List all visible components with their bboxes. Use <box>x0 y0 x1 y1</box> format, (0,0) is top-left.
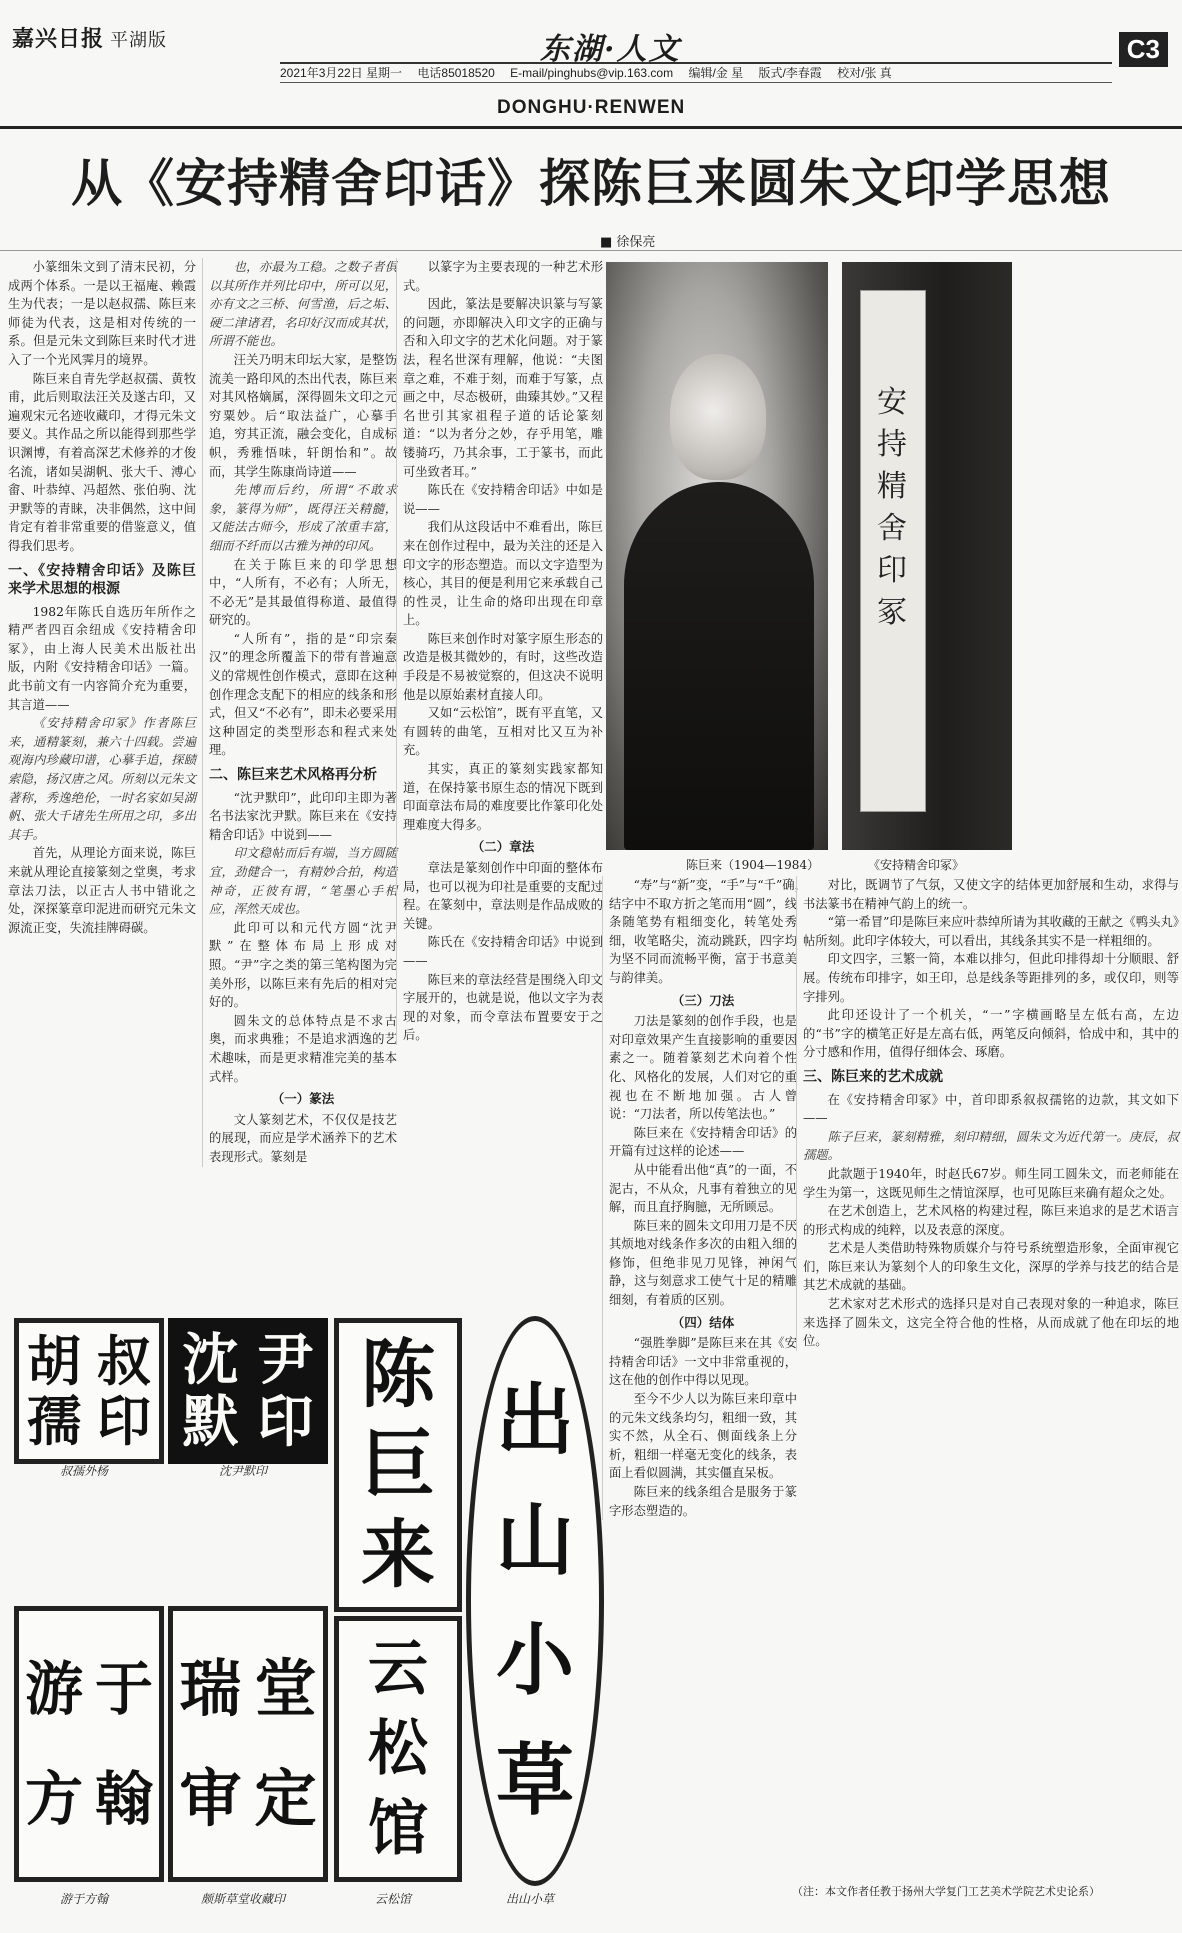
seal-glyph: 定 <box>254 1762 317 1835</box>
seal-glyph: 于 <box>94 1655 153 1723</box>
seal-impression-2 <box>168 1318 328 1464</box>
subheading-zhuanfa: （一）篆法 <box>271 1091 335 1107</box>
paragraph: 对比，既调节了气氛，又使文字的结体更加舒展和生动，求得与书法篆书在精神气韵上的统一。 <box>803 878 1179 911</box>
portrait-body <box>624 482 814 850</box>
portrait-head <box>670 354 766 480</box>
paper-name-text: 嘉兴日报 <box>12 26 105 52</box>
seal-caption-1: 叔孺外杨 <box>59 1464 108 1478</box>
paragraph: 在《安持精舍印冢》中，首印即系叙叔孺铭的边款，其文如下—— <box>803 1092 1179 1126</box>
paragraph: 陈氏在《安持精舍印话》中说到—— <box>403 935 603 968</box>
paragraph: 圆朱文的总体特点是不求古奥，而求典雅；不是追求洒逸的艺术趣味，而是更求精准完美的基本式样。 <box>209 1013 397 1084</box>
paragraph: 至今不少人以为陈巨来印章中的元朱文线条均匀，粗细一致，其实不然，从全石、侧面线条上分析，粗细一样毫无变化的线条，表面上看似圆满，其实僵直呆板。 <box>609 1392 797 1481</box>
headline-top-rule <box>0 126 1182 129</box>
book-cover-image <box>842 262 1012 850</box>
paragraph: 我们从这段话中不难看出，陈巨来在创作过程中，最为关注的还是入印文字的形态塑造。而以文字造型为核心，其目的便是利用它来承载自己的性灵，让生命的烙印出现在印章上。 <box>403 520 603 628</box>
paragraph: 在关于陈巨来的印学思想中，“人所有，不必有；人所无，不必无”是其最值得称道、最值得研究的。 <box>209 557 397 628</box>
seal-glyph: 云 <box>368 1634 428 1704</box>
seal-glyph: 松 <box>368 1714 428 1784</box>
seal-impression-7 <box>334 1616 462 1882</box>
seal-impression-6 <box>168 1606 328 1882</box>
masthead-rule-lower <box>280 82 1112 83</box>
text-column-5 <box>796 876 1179 1351</box>
paragraph: “强胜拳脚”是陈巨来在其《安持精舍印话》一文中非常重视的，这在他的创作中得以见现。 <box>609 1336 797 1388</box>
seal-glyph: 草 <box>495 1735 574 1826</box>
paragraph: 以篆字为主要表现的一种艺术形式。 <box>403 260 603 293</box>
paragraph: 陈氏在《安持精舍印话》中如是说—— <box>403 483 603 516</box>
seal-caption-7: 云松馆 <box>374 1892 411 1906</box>
subheading-jieti: （四）结体 <box>671 1314 735 1330</box>
paragraph: 此印还设计了一个机关，“一”字横画略呈左低右高，左边的“书”字的横笔正好是左高右低，两笔反向倾斜，恰成中和，其中的分寸感和作用，值得仔细体会、琢磨。 <box>803 1008 1179 1060</box>
paragraph: 陈巨来自青先学赵叔孺、黄牧甫，此后则取法汪关及遂古印，又遍观宋元名迹收藏印，才得元朱文要义。其作品之所以能得到那些学识渊博，有着高深艺术修养的才俊名流，诸如吴湖帆、张大千、溥心畬、叶恭绰、冯超然、张伯驹、沈尹默等的青睐，决非偶然，这中间肯定有着非常重要的借鉴意义，值得我们思考。 <box>8 371 196 553</box>
seal-glyph: 审 <box>179 1762 242 1835</box>
paragraph: 汪关乃明末印坛大家，是整饬流美一路印风的杰出代表，陈巨来对其风格嫡属，深得圆朱文印之元穷粟妙。后“取法益广，心摹手追，穷其正流，融会变化，自成标帜，秀雅悟味，轩朗怡和”。故而，其学生陈康尚诗道—— <box>209 352 397 479</box>
paragraph: 陈巨来的章法经营是围绕入印文字展开的，也就是说，他以文字为表现的对象，而令章法布置要安于之后。 <box>403 972 603 1043</box>
seal-glyph: 堂 <box>254 1652 317 1725</box>
seal-glyph: 叔 <box>97 1329 151 1393</box>
quote-paragraph: 陈子巨来，篆刻精雅，刻印精细，圆朱文为近代第一。庚辰，叔孺题。 <box>803 1129 1179 1163</box>
seal-glyph: 来 <box>361 1512 435 1598</box>
paragraph: 此款题于1940年，时赵氏67岁。师生同工圆朱文，而老师能在学生为第一，这既见师生之情谊深厚，也可见陈巨来确有超众之处。 <box>803 1166 1179 1200</box>
text-column-1 <box>8 258 196 937</box>
seal-glyph: 尹 <box>257 1327 314 1393</box>
seal-glyph: 翰 <box>94 1765 153 1833</box>
edition-label: 平湖版 <box>110 30 168 51</box>
masthead <box>0 0 1182 86</box>
paragraph: “沈尹默印”，此印印主即为著名书法家沈尹默。陈巨来在《安持精舍印话》中说到—— <box>209 790 397 842</box>
seal-caption-6: 颇斯草堂收藏印 <box>200 1892 285 1906</box>
seal-glyph: 陈 <box>361 1332 435 1418</box>
seal-caption-4: 出山小草 <box>505 1892 554 1906</box>
seal-caption-2: 沈尹默印 <box>218 1464 267 1478</box>
paragraph: 章法是篆刻创作中印面的整体布局，也可以视为印社是重要的支配过程。在篆刻中，章法则是作品成败的关键。 <box>403 861 603 931</box>
seal-glyph: 默 <box>182 1389 239 1455</box>
article-byline: ■ 徐保亮 <box>600 235 656 250</box>
paragraph: “第一希冒”印是陈巨来应叶恭绰所请为其收藏的王献之《鸭头丸》帖所刻。此印字体较大，可以看出，其线条其实不是一样粗细的。 <box>803 915 1179 948</box>
book-caption: 《安持精舍印冢》 <box>868 858 965 872</box>
subheading-zhangfa: （二）章法 <box>471 839 535 855</box>
portrait-caption: 陈巨来（1904—1984） <box>686 858 820 872</box>
column-pinyin: DONGHU·RENWEN <box>497 97 686 118</box>
paragraph: 艺术是人类借助特殊物质媒介与符号系统塑造形象，全面审视它们，陈巨来认为篆刻个人的印象生文化，深厚的学养与技艺的结合是其艺术成就的基础。 <box>803 1241 1179 1293</box>
section-heading-3: 三、陈巨来的艺术成就 <box>803 1068 943 1085</box>
text-column-2 <box>202 258 397 1167</box>
paragraph: “人所有”，指的是“印宗秦汉”的理念所覆盖下的带有普遍意义的常规性创作模式，意即在这种创作理念支配下的相应的线条和形式，但又“不必有”，即未必要采用这种固定的类型形态和程式来处理。 <box>209 631 397 758</box>
seal-glyph: 沈 <box>182 1327 239 1393</box>
section-heading-1: 一、《安持精舍印话》及陈巨来学术思想的根源 <box>8 562 196 598</box>
seal-glyph: 方 <box>24 1765 83 1833</box>
seal-impression-4 <box>466 1316 604 1886</box>
paragraph: 文人篆刻艺术，不仅仅是技艺的展现，而应是学术涵养下的艺术表现形式。篆刻是 <box>209 1112 397 1164</box>
seal-glyph: 巨 <box>361 1422 435 1508</box>
seal-caption-5: 游于方翰 <box>59 1892 108 1906</box>
book-cover-title: 安持精舍印冢 <box>877 385 907 630</box>
seal-glyph: 出 <box>495 1375 574 1466</box>
paragraph: 印文四字，三繁一简，本难以排匀，但此印排得却十分顺眼、舒展。传统布印排字，如王印，总是线条等距排列的多，或仅印，则等字排列。 <box>803 952 1179 1004</box>
paragraph: 其实，真正的篆刻实践家都知道，在保持篆书原生态的情况下既到印面章法布局的难度要比作篆印化处理难度大得多。 <box>403 762 603 832</box>
seal-glyph: 印 <box>257 1389 314 1455</box>
seal-glyph: 小 <box>495 1615 574 1706</box>
seal-impression-3 <box>334 1318 462 1612</box>
paragraph: 首先，从理论方面来说，陈巨来就从理论直接篆刻之堂奥，考求章法刀法，以正古人书中错讹之处，深探篆章印泥进而研究元朱文源流正变，失流挂牌碍碳。 <box>8 846 196 935</box>
paragraph: 又如“云松馆”，既有平直笔，又有圆转的曲笔，互相对比又互为补充。 <box>403 706 603 758</box>
proofreader-credit: 校对/张 真 <box>837 66 892 80</box>
paragraph: 陈巨来在《安持精舍印话》的开篇有过这样的论述—— <box>609 1125 797 1159</box>
seal-glyph: 印 <box>97 1389 151 1453</box>
seal-glyph: 孺 <box>27 1389 81 1453</box>
section-heading-2: 二、陈巨来艺术风格再分析 <box>209 767 377 784</box>
text-column-4 <box>602 876 807 1520</box>
paragraph: 陈巨来的线条组合是服务于篆字形态塑造的。 <box>609 1485 797 1518</box>
seal-impression-5 <box>14 1606 164 1882</box>
designer-credit: 版式/李春霞 <box>758 66 822 80</box>
portrait-photo <box>606 262 828 850</box>
paragraph: 小篆细朱文到了清末民初，分成两个体系。一是以王福庵、赖霞生为代表；一是以赵叔孺、陈巨来师徒为代表，这是相对传统的一系。但是元朱文到陈巨来时代才进入了一个光风霁月的境界。 <box>8 260 196 367</box>
paragraph: 因此，篆法是要解决识篆与写篆的问题，亦即解决入印文字的正确与否和入印文字的艺术化问题。对于篆法，程名世深有理解，他说：“夫图章之难，不难于刻，而难于写篆，点画之中，尽态极研，曲臻其妙。”又程名世引其家祖程子道的话论篆刻道：“以为者分之妙，存乎用笔，雕镂骑巧，乃其余事，工于篆书，而此可坐致者耳。” <box>403 297 603 479</box>
quote-paragraph: 印文稳帖而后有端，当方圆随宜，劲健合一，有精妙合拍，构造神奇，正彼有谓，“笔墨心手相应，浑然天成也。 <box>209 846 397 917</box>
seal-glyph: 游 <box>24 1655 83 1723</box>
paragraph: 在艺术创造上，艺术风格的构建过程，陈巨来追求的是艺术语言的形式构成的纯粹，以及表意的深度。 <box>803 1204 1179 1237</box>
paragraph: 1982年陈氏自选历年所作之精严者四百余纽成《安持精舍印冢》，由上海人民美术出版社出版，内附《安持精舍印话》一篇。此书前文有一内容简介充为重要，其言道—— <box>8 604 196 712</box>
paragraph: 陈巨来的圆朱文印用刀是不厌其烦地对线条作多次的由粗入细的修饰，但绝非见刀见锋，神闲气静，这与刻意求工使气十足的精雕细刻，有着质的区别。 <box>609 1218 797 1308</box>
editor-credit: 编辑/金 星 <box>688 66 744 80</box>
article-headline: 从《安持精舍印话》探陈巨来圆朱文印学思想 <box>70 155 1111 214</box>
paragraph: “寿”与“新”变，“手”与“千”确，结字中不取方折之笔而用“圆”，线条随笔势有粗细变化，转笔处秀细，收笔略尖，流动跳跃，四字均为坚不同而流畅平衡，富于书意美与韵律美。 <box>609 878 807 985</box>
paragraph: 刀法是篆刻的创作手段，也是对印章效果产生直接影响的重要因素之一。随着篆刻艺术向着个性化、风格化的发展，人们对它的重视也在不断地加强。古人曾说：“刀法者，所以传笔法也。” <box>609 1014 797 1122</box>
subheading-daofa: （三）刀法 <box>671 992 735 1008</box>
paragraph: 艺术家对艺术形式的选择只是对自己表现对象的一种追求，陈巨来选择了圆朱文，这完全符合他的性格，从而成就了他在印坛的地位。 <box>803 1297 1179 1349</box>
text-column-3 <box>396 258 603 1045</box>
quote-paragraph: 也，亦最为工稳。之数子者俱以其所作并列比印中，所可以见，亦有文之三桥、何雪渔，后之垢、硬二津诸君，名印好汉而成其状，所谓不能也。 <box>209 260 397 349</box>
author-footnote: （注：本文作者任教于扬州大学复门工艺美术学院艺术史论系） <box>792 1885 1100 1898</box>
paper-name <box>12 22 167 53</box>
headline-bottom-rule <box>0 250 1182 251</box>
seal-impression-1 <box>14 1318 164 1464</box>
seal-glyph: 山 <box>495 1495 574 1586</box>
issue-date: 2021年3月22日 星期一 <box>280 66 403 80</box>
seal-glyph: 馆 <box>368 1794 428 1864</box>
seal-glyph: 瑞 <box>179 1652 242 1725</box>
seal-glyph: 胡 <box>27 1329 81 1393</box>
paragraph: 从中能看出他“真”的一面，不泥古，不从众，凡事有着独立的见解，而且直抒胸臆，无所顾忌。 <box>609 1162 797 1215</box>
paragraph: 陈巨来创作时对篆字原生形态的改造是极其微妙的，有时，这些改造手段是不易被觉察的，但这决不说明他是以原始素材直接人印。 <box>403 631 603 702</box>
email-address: E-mail/pinghubs@vip.163.com <box>510 66 674 80</box>
quote-paragraph: 先博而后约，所谓“不敢求象，篆得为师”，既得汪关精髓，又能法古师今，形成了浓重丰富，细而不纤而以古雅为神的印风。 <box>209 483 397 553</box>
quote-paragraph: 《安持精舍印冢》作者陈巨来，通精篆刻，兼六十四载。尝遍观海内珍藏印谱，心摹手追，探赜索隐，扬汉唐之风。所刻以元朱文著称，秀逸绝伦，一时名家如吴湖帆、张大千诸先生所用之印，多出其手。 <box>8 716 196 842</box>
column-logo: 东湖·人文 <box>540 32 681 67</box>
page-number-badge: C3 <box>1119 32 1168 67</box>
paragraph: 此印可以和元代方圆“沈尹默”在整体布局上形成对照。“尹”字之类的第三笔构图为完美外形，以陈巨来有先后的相对完好的。 <box>209 920 397 1010</box>
masthead-info-line <box>280 64 904 81</box>
phone-number: 电话85018520 <box>417 66 495 80</box>
